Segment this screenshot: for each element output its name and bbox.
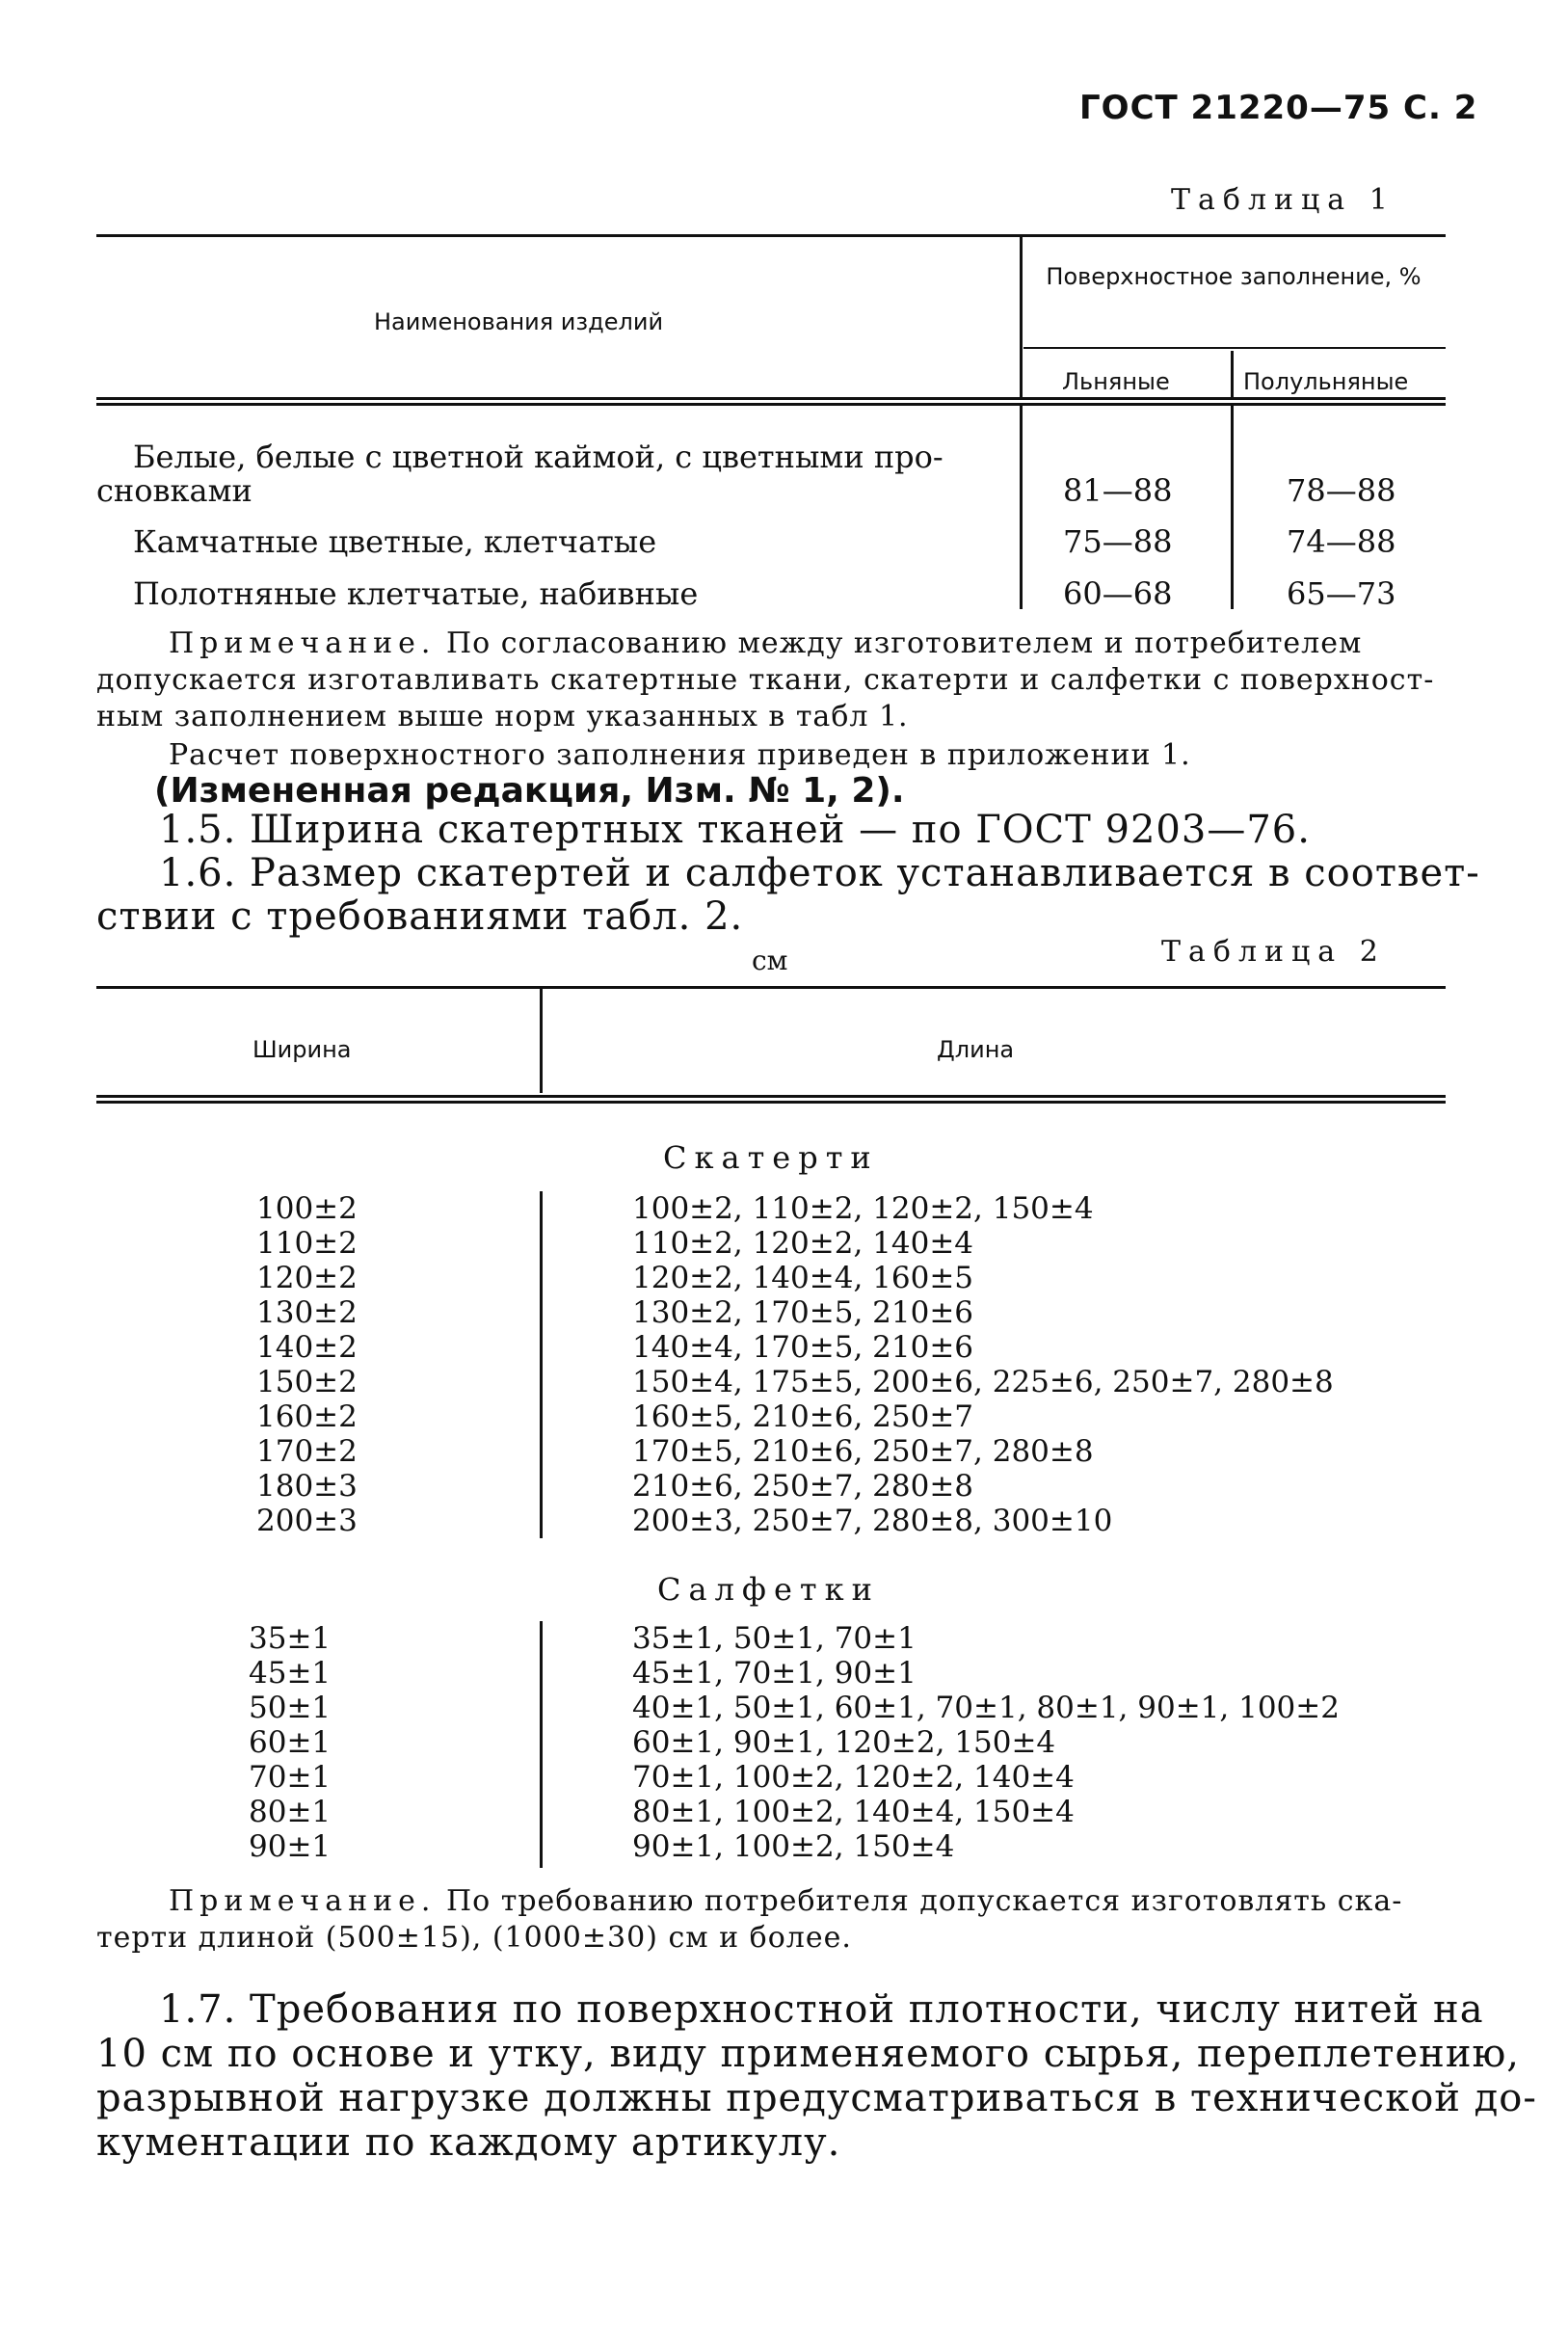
table1-row2-half: 74—88	[1287, 523, 1396, 560]
t2-s2-l-2: 40±1, 50±1, 60±1, 70±1, 80±1, 90±1, 100±2	[632, 1691, 1340, 1725]
table2-napkins-lengths	[632, 1621, 1340, 1864]
note1-line2: допускается изготавливать скатертные ткани, скатерти и салфетки с поверхност-	[96, 663, 1435, 697]
t2-s2-l-3: 60±1, 90±1, 120±2, 150±4	[632, 1725, 1056, 1760]
table2-tablecloths-widths	[256, 1191, 358, 1538]
table1-row2-linen: 75—88	[1063, 523, 1173, 560]
table2-body-divider-2	[540, 1621, 543, 1868]
table2-col-width: Ширина	[252, 1036, 352, 1063]
paragraph-1-7-line1: 1.7. Требования по поверхностной плотности, числу нитей на	[159, 1987, 1484, 2032]
paragraph-1-6-line2: ствии с требованиями табл. 2.	[96, 894, 744, 939]
paragraph-1-5: 1.5. Ширина скатертных тканей — по ГОСТ 9203—76.	[159, 808, 1311, 852]
t2-s2-w-2: 50±1	[249, 1691, 332, 1725]
table2-tablecloths-lengths	[632, 1191, 1334, 1538]
table1-row2-name: Камчатные цветные, клетчатые	[133, 523, 657, 560]
table1-caption: Таблица 1	[1171, 183, 1395, 217]
table1-col-half-linen: Полульняные	[1243, 368, 1409, 395]
note2-label: Примечание.	[169, 1884, 437, 1918]
calc-text: Расчет поверхностного заполнения приведен в приложении 1.	[169, 738, 1191, 772]
t2-s1-w-5: 150±2	[256, 1365, 358, 1399]
t2-s1-w-8: 180±3	[256, 1469, 358, 1504]
table1-header-rule-2	[96, 403, 1446, 406]
t2-s1-l-2: 120±2, 140±4, 160±5	[632, 1261, 974, 1295]
note1-text1: По согласованию между изготовителем и потребителем	[446, 626, 1363, 660]
note2-text1: По требованию потребителя допускается изготовлять ска-	[446, 1884, 1403, 1918]
t2-s1-w-1: 110±2	[256, 1226, 358, 1261]
table2-col-length: Длина	[937, 1036, 1015, 1063]
table1-subheader-divider	[1231, 351, 1234, 397]
table1-row3-name: Полотняные клетчатые, набивные	[133, 575, 699, 612]
t2-s2-w-3: 60±1	[249, 1725, 332, 1760]
t2-s1-w-3: 130±2	[256, 1295, 358, 1330]
t2-s2-l-1: 45±1, 70±1, 90±1	[632, 1656, 917, 1691]
table1-body-divider-1	[1020, 405, 1023, 609]
t2-s1-w-2: 120±2	[256, 1261, 358, 1295]
t2-s2-w-4: 70±1	[249, 1760, 332, 1795]
note1-line1	[169, 626, 1362, 660]
table2-section-napkins: Салфетки	[657, 1571, 880, 1608]
table1-header-rule-1	[96, 397, 1446, 400]
t2-s1-w-4: 140±2	[256, 1330, 358, 1365]
t2-s2-l-6: 90±1, 100±2, 150±4	[632, 1829, 955, 1864]
table1-row3-half: 65—73	[1287, 575, 1396, 612]
t2-s1-l-1: 110±2, 120±2, 140±4	[632, 1226, 974, 1261]
note1-line3: ным заполнением выше норм указанных в табл 1.	[96, 700, 909, 733]
t2-s1-l-6: 160±5, 210±6, 250±7	[632, 1399, 974, 1434]
t2-s2-w-6: 90±1	[249, 1829, 332, 1864]
t2-s1-l-9: 200±3, 250±7, 280±8, 300±10	[632, 1504, 1113, 1538]
t2-s2-w-0: 35±1	[249, 1621, 332, 1656]
table1-row1-name-line1: Белые, белые с цветной каймой, с цветными про-	[133, 439, 943, 475]
amend-text: (Измененная редакция, Изм. № 1, 2).	[154, 771, 905, 811]
t2-s1-w-0: 100±2	[256, 1191, 358, 1226]
note2-line1	[169, 1884, 1402, 1918]
table1-top-rule	[96, 234, 1446, 237]
paragraph-1-6-line1: 1.6. Размер скатертей и салфеток устанавливается в соответ-	[159, 851, 1480, 895]
table2-caption: Таблица 2	[1161, 935, 1386, 969]
t2-s1-l-8: 210±6, 250±7, 280±8	[632, 1469, 974, 1504]
t2-s1-l-4: 140±4, 170±5, 210±6	[632, 1330, 974, 1365]
t2-s2-l-0: 35±1, 50±1, 70±1	[632, 1621, 917, 1656]
table2-header-divider	[540, 989, 543, 1093]
table2-napkins-widths	[249, 1621, 331, 1864]
t2-s2-l-4: 70±1, 100±2, 120±2, 140±4	[632, 1760, 1075, 1795]
table2-header-rule-2	[96, 1101, 1446, 1104]
note2-line2: терти длиной (500±15), (1000±30) см и более.	[96, 1921, 852, 1955]
table1-row1-linen: 81—88	[1063, 472, 1173, 509]
t2-s1-l-0: 100±2, 110±2, 120±2, 150±4	[632, 1191, 1094, 1226]
table1-row1-name-line2: сновками	[96, 472, 252, 509]
table1-col-fill-header: Поверхностное заполнение, %	[1046, 263, 1422, 290]
t2-s1-l-5: 150±4, 175±5, 200±6, 225±6, 250±7, 280±8	[632, 1365, 1334, 1399]
t2-s2-l-5: 80±1, 100±2, 140±4, 150±4	[632, 1795, 1075, 1829]
table1-row3-linen: 60—68	[1063, 575, 1173, 612]
paragraph-1-7-line2: 10 см по основе и утку, виду применяемого сырья, переплетению,	[96, 2032, 1521, 2076]
t2-s2-w-1: 45±1	[249, 1656, 332, 1691]
t2-s1-w-6: 160±2	[256, 1399, 358, 1434]
t2-s1-l-3: 130±2, 170±5, 210±6	[632, 1295, 974, 1330]
table2-section-tablecloths: Скатерти	[663, 1139, 879, 1176]
table1-row1-half: 78—88	[1287, 472, 1396, 509]
table1-header-divider	[1020, 237, 1023, 397]
page-header: ГОСТ 21220—75 С. 2	[1079, 89, 1478, 127]
paragraph-1-7-line4: кументации по каждому артикулу.	[96, 2120, 841, 2165]
note1-label: Примечание.	[169, 626, 437, 660]
t2-s1-w-9: 200±3	[256, 1504, 358, 1538]
table1-subheader-rule	[1023, 347, 1446, 349]
table1-col-linen: Льняные	[1062, 368, 1170, 395]
table1-col-name-header: Наименования изделий	[374, 308, 664, 335]
table2-header-rule-1	[96, 1095, 1446, 1098]
t2-s1-w-7: 170±2	[256, 1434, 358, 1469]
table2-top-rule	[96, 986, 1446, 989]
t2-s2-w-5: 80±1	[249, 1795, 332, 1829]
table2-body-divider-1	[540, 1191, 543, 1538]
table1-body-divider-2	[1231, 405, 1234, 609]
paragraph-1-7-line3: разрывной нагрузке должны предусматриваться в технической до-	[96, 2076, 1537, 2120]
table2-unit: см	[752, 945, 788, 976]
t2-s1-l-7: 170±5, 210±6, 250±7, 280±8	[632, 1434, 1094, 1469]
